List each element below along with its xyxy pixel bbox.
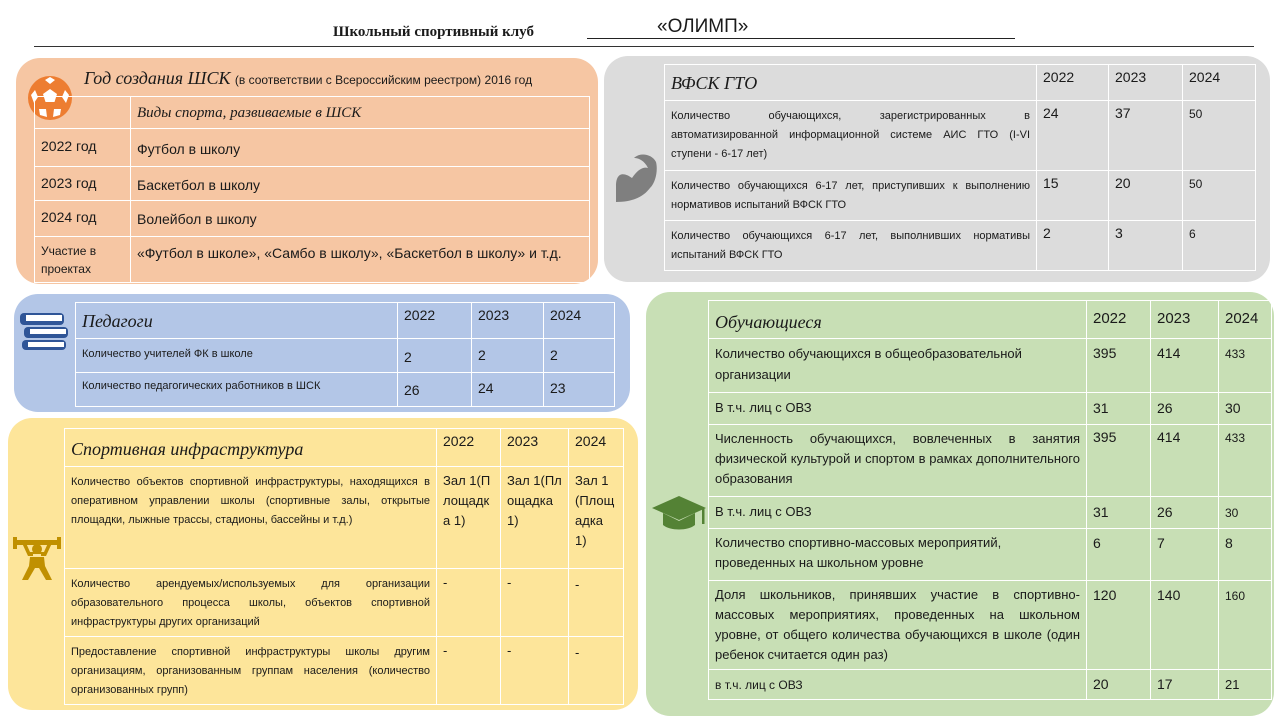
gto-table (664, 64, 1256, 271)
infra-table (64, 428, 624, 705)
founding-table (34, 96, 590, 283)
table-row: Количество учителей ФК в школе 2 2 2 (76, 339, 615, 373)
books-icon (18, 306, 70, 354)
table-row: Численность обучающихся, вовлеченных в занятия физической культурой и спортом в рамках дополнительного образования 395 414 433 (709, 425, 1272, 497)
table-row: 2024 год Волейбол в школу (35, 201, 590, 237)
table-row: Предоставление спортивной инфраструктуры школы другим организациям, организованным группам населения (количество организованных групп) - - - (65, 637, 624, 705)
table-row: в т.ч. лиц с ОВЗ 20 17 21 (709, 670, 1272, 700)
infra-title: Спортивная инфраструктура (65, 429, 437, 467)
table-row: Количество арендуемых/используемых для организации образовательного процесса школы, объектов спортивной инфраструктуры других организаций - - - (65, 569, 624, 637)
teachers-table (75, 302, 615, 407)
table-row: Количество обучающихся 6-17 лет, приступивших к выполнению нормативов испытаний ВФСК ГТО 15 20 50 (665, 171, 1256, 221)
founding-title: Год создания ШСК (84, 68, 231, 88)
table-row: В т.ч. лиц с ОВЗ 31 26 30 (709, 393, 1272, 425)
table-row: В т.ч. лиц с ОВЗ 31 26 30 (709, 497, 1272, 529)
table-row: 2022 год Футбол в школу (35, 129, 590, 167)
header-rule (34, 46, 1254, 47)
students-title: Обучающиеся (709, 301, 1087, 339)
flexed-arm-icon (610, 152, 658, 206)
club-name: «ОЛИМП» (657, 16, 749, 37)
table-row: Количество обучающихся, зарегистрированных в автоматизированной информационной системе АИС ГТО (I-VI ступени - 6-17 лет) 24 37 50 (665, 101, 1256, 171)
page-header (0, 16, 1280, 46)
table-row: Педагоги 2022 2023 2024 (76, 303, 615, 339)
table-row: Доля школьников, принявших участие в спортивно-массовых мероприятиях, проведенных на школьном уровне, от общего количества обучающихся в школе (один ребенок считается один раз) 120 140 160 (709, 581, 1272, 670)
table-row: Количество педагогических работников в ШСК 26 24 23 (76, 373, 615, 407)
table-row (35, 97, 590, 129)
table-row: Количество обучающихся в общеобразовательной организации 395 414 433 (709, 339, 1272, 393)
students-table (708, 300, 1272, 700)
graduation-cap-icon (650, 494, 708, 534)
table-row: 2023 год Баскетбол в школу (35, 167, 590, 201)
club-label: Школьный спортивный клуб (333, 24, 534, 40)
table-row: ВФСК ГТО 2022 2023 2024 (665, 65, 1256, 101)
title-underline (587, 38, 1015, 39)
teachers-title: Педагоги (76, 303, 398, 339)
founding-title-row (84, 68, 532, 89)
table-row: Обучающиеся 2022 2023 2024 (709, 301, 1272, 339)
weightlifter-icon (12, 530, 62, 582)
gto-title: ВФСК ГТО (665, 65, 1037, 101)
table-row: Количество объектов спортивной инфраструктуры, находящихся в оперативном управлении школы (спортивные залы, открытые площадки, лыжные трассы, стадионы, бассейны и т.д.) Зал 1(Площадка 1) Зал 1(Площадка 1) Зал 1(Площадка 1) (65, 467, 624, 569)
table-row: Спортивная инфраструктура 2022 2023 2024 (65, 429, 624, 467)
table-row: Участие в проектах «Футбол в школе», «Самбо в школу», «Баскетбол в школу» и т.д. (35, 237, 590, 283)
table-row: Количество обучающихся 6-17 лет, выполнивших нормативы испытаний ВФСК ГТО 2 3 6 (665, 221, 1256, 271)
table-row: Количество спортивно-массовых мероприятий, проведенных на школьном уровне 6 7 8 (709, 529, 1272, 581)
col-header: Виды спорта, развиваемые в ШСК (131, 97, 590, 129)
founding-note: (в соответствии с Всероссийским реестром) 2016 год (234, 73, 533, 87)
